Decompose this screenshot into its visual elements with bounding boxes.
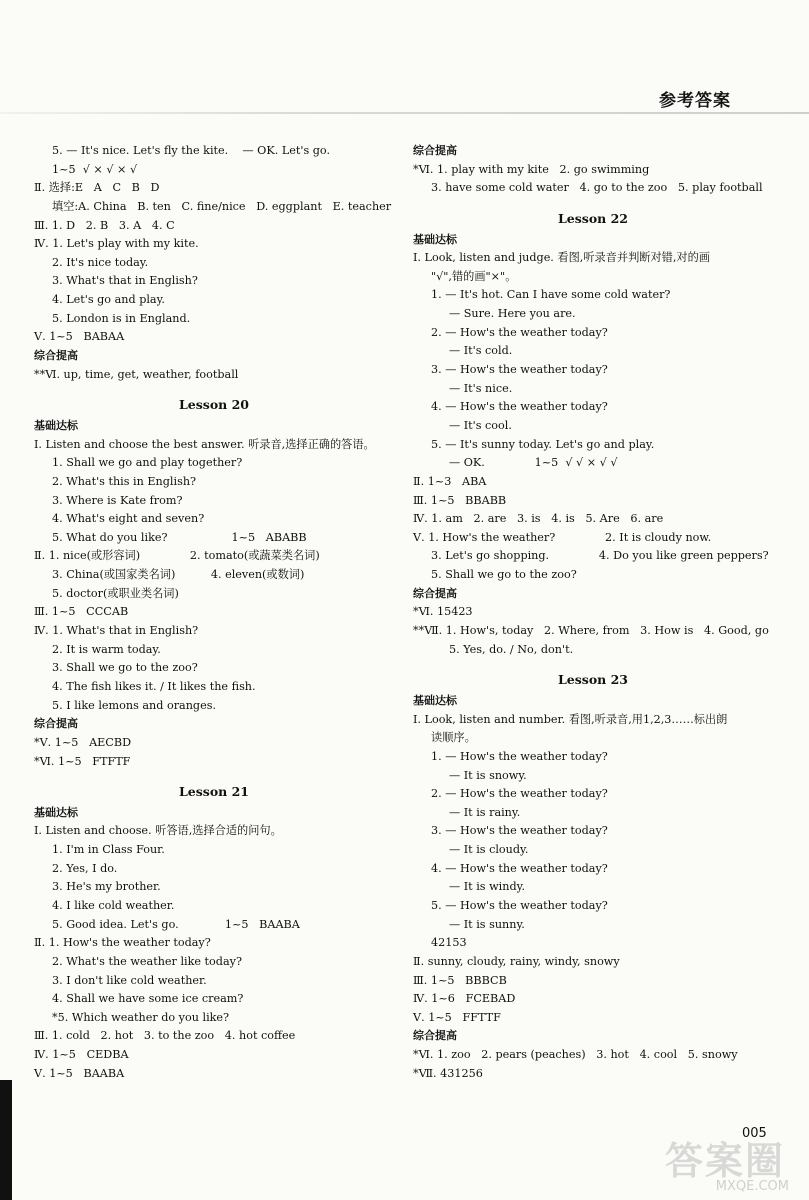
answer-line: Ⅲ. 1~5 BBBCB (413, 973, 507, 987)
answer-line: Ⅴ. 1~5 BABAA (34, 330, 125, 344)
answer-line: 4. Let's go and play. (52, 293, 165, 307)
answer-line: Ⅱ. 1. nice(或形容词) 2. tomato(或蔬菜类名词) (34, 549, 320, 563)
answer-line: 5. London is in England. (52, 311, 191, 325)
answer-line: 5. doctor(或职业类名词) (52, 586, 179, 600)
page-header-title: 参考答案 (659, 91, 731, 111)
answer-line: 2. It's nice today. (52, 255, 149, 269)
section-heading: 综合提高 (34, 349, 78, 363)
answer-line: Ⅳ. 1. am 2. are 3. is 4. is 5. Are 6. are (413, 512, 664, 526)
section-heading: 基础达标 (34, 805, 78, 819)
page-number: 005 (742, 1126, 767, 1141)
answer-line: Ⅱ. sunny, cloudy, rainy, windy, snowy (413, 954, 620, 968)
answer-line: 5. Shall we go to the zoo? (431, 568, 577, 582)
answer-line: Ⅲ. 1. D 2. B 3. A 4. C (34, 218, 175, 232)
answer-line: 1. Shall we go and play together? (52, 456, 243, 470)
answer-line: 3. Where is Kate from? (52, 493, 183, 507)
answer-line: 2. — How's the weather today? (431, 325, 608, 339)
answer-line: 4. The fish likes it. / It likes the fish. (52, 679, 256, 693)
answer-line: 1. — It's hot. Can I have some cold water? (431, 288, 671, 302)
answer-line: 1. I'm in Class Four. (52, 843, 165, 857)
answer-line: Ⅲ. 1~5 CCCAB (34, 605, 129, 619)
answer-line: — OK. 1~5 √ √ × √ √ (449, 456, 618, 470)
answer-line: Ⅱ. 选择:E A C B D (34, 181, 160, 195)
answer-line: — Sure. Here you are. (449, 307, 576, 321)
answer-line: 5. I like lemons and oranges. (52, 698, 216, 712)
answer-line: 3. What's that in English? (52, 274, 198, 288)
answer-line: Ⅳ. 1~6 FCEBAD (413, 992, 516, 1006)
answer-line: Ⅲ. 1~5 BBABB (413, 493, 507, 507)
answer-line: 2. — How's the weather today? (431, 787, 608, 801)
section-heading: 综合提高 (413, 144, 457, 157)
answer-line: Ⅰ. Listen and choose. 听答语,选择合适的问句。 (34, 824, 282, 838)
answer-line: 3. China(或国家类名词) 4. eleven(或数词) (52, 568, 305, 582)
answer-line: Ⅴ. 1~5 BAABA (34, 1066, 125, 1080)
answer-line: 3. Let's go shopping. 4. Do you like green peppers? (431, 549, 769, 563)
right-column (413, 142, 773, 1083)
answer-line: 5. — It's sunny today. Let's go and play. (431, 437, 655, 451)
answer-line: — It's cool. (449, 418, 512, 432)
answer-line: 3. Shall we go to the zoo? (52, 661, 198, 675)
section-heading: 基础达标 (34, 418, 78, 432)
answer-line: *Ⅵ. 1. play with my kite 2. go swimming (413, 162, 650, 176)
answer-line: *Ⅶ. 431256 (413, 1066, 483, 1080)
answer-line: 4. Shall we have some ice cream? (52, 992, 244, 1006)
answer-line: 5. What do you like? 1~5 ABABB (52, 530, 307, 544)
answer-line: *Ⅵ. 1~5 FTFTF (34, 754, 131, 768)
answer-line: — It's nice. (449, 381, 513, 395)
answer-line: 3. — How's the weather today? (431, 363, 608, 377)
left-column (34, 142, 394, 1083)
answer-line: Ⅲ. 1. cold 2. hot 3. to the zoo 4. hot coffee (34, 1029, 296, 1043)
answer-line: 4. — How's the weather today? (431, 400, 608, 414)
answer-line: *Ⅴ. 1~5 AECBD (34, 735, 132, 749)
answer-line: 2. Yes, I do. (52, 861, 118, 875)
answer-line: — It is windy. (449, 880, 526, 894)
watermark-url: MXQE.COM (715, 1179, 789, 1194)
answer-line: — It is cloudy. (449, 843, 529, 857)
watermark-logo (665, 1130, 795, 1194)
answer-line: 5. — It's nice. Let's fly the kite. — OK. Let's go. (52, 144, 330, 157)
answer-line: Ⅰ. Look, listen and judge. 看图,听录音并判断对错,对的画 (413, 251, 710, 265)
answer-line: — It is rainy. (449, 805, 521, 819)
answer-line: 4. What's eight and seven? (52, 512, 205, 526)
watermark-text: 答案圈 (665, 1139, 786, 1183)
answer-line: 2. It is warm today. (52, 642, 161, 656)
answer-line: Ⅳ. 1~5 CEDBA (34, 1048, 129, 1062)
lesson-heading: Lesson 20 (179, 397, 249, 413)
header-divider (0, 112, 809, 114)
answer-line: — It is sunny. (449, 917, 525, 931)
section-heading: 基础达标 (413, 693, 457, 707)
answer-line: 4. I like cold weather. (52, 898, 175, 912)
lesson-heading: Lesson 22 (558, 210, 628, 226)
answer-line: 3. have some cold water 4. go to the zoo 5. play football (431, 181, 763, 195)
answer-line: **Ⅵ. up, time, get, weather, football (34, 367, 239, 381)
answer-line: Ⅴ. 1. How's the weather? 2. It is cloudy now. (413, 530, 712, 544)
answer-line: Ⅰ. Look, listen and number. 看图,听录音,用1,2,3……标出朗 (413, 712, 728, 726)
answer-line: 4. — How's the weather today? (431, 861, 608, 875)
answer-line: *5. Which weather do you like? (52, 1010, 230, 1024)
answer-line: 3. I don't like cold weather. (52, 973, 207, 987)
answer-line: Ⅳ. 1. What's that in English? (34, 624, 199, 638)
section-heading: 综合提高 (34, 717, 78, 731)
answer-line: "√",错的画"×"。 (431, 269, 517, 283)
answer-line: 3. He's my brother. (52, 880, 161, 894)
answer-line: *Ⅵ. 15423 (413, 605, 473, 619)
page-edge-shadow (0, 1080, 12, 1200)
answer-line: 2. What's this in English? (52, 474, 197, 488)
answer-line: 填空:A. China B. ten C. fine/nice D. eggplant E. teacher (52, 199, 392, 213)
answer-line: *Ⅵ. 1. zoo 2. pears (peaches) 3. hot 4. cool 5. snowy (413, 1048, 738, 1062)
lesson-heading: Lesson 23 (558, 672, 628, 688)
answer-line: 42153 (431, 936, 467, 950)
answer-line: 1. — How's the weather today? (431, 749, 608, 763)
section-heading: 基础达标 (413, 232, 457, 246)
answer-line: 5. Good idea. Let's go. 1~5 BAABA (52, 917, 300, 931)
answer-line: Ⅱ. 1. How's the weather today? (34, 936, 211, 950)
answer-line: 3. — How's the weather today? (431, 824, 608, 838)
answer-line: 1~5 √ × √ × √ (52, 162, 138, 176)
answer-line: Ⅳ. 1. Let's play with my kite. (34, 237, 199, 251)
lesson-heading: Lesson 21 (179, 784, 249, 800)
answer-line: 读顺序。 (431, 731, 476, 745)
section-heading: 综合提高 (413, 1029, 457, 1043)
answer-line: 5. — How's the weather today? (431, 898, 608, 912)
answer-line: Ⅰ. Listen and choose the best answer. 听录音,选择正确的答语。 (34, 437, 375, 451)
answer-line: **Ⅶ. 1. How's, today 2. Where, from 3. How is 4. Good, go (413, 624, 769, 638)
answer-line: Ⅱ. 1~3 ABA (413, 474, 487, 488)
answer-line: 5. Yes, do. / No, don't. (449, 642, 574, 656)
answer-line: — It's cold. (449, 344, 513, 358)
answer-line: — It is snowy. (449, 768, 527, 782)
answer-line: 2. What's the weather like today? (52, 954, 242, 968)
answer-line: Ⅴ. 1~5 FFTTF (413, 1010, 501, 1024)
section-heading: 综合提高 (413, 586, 457, 600)
